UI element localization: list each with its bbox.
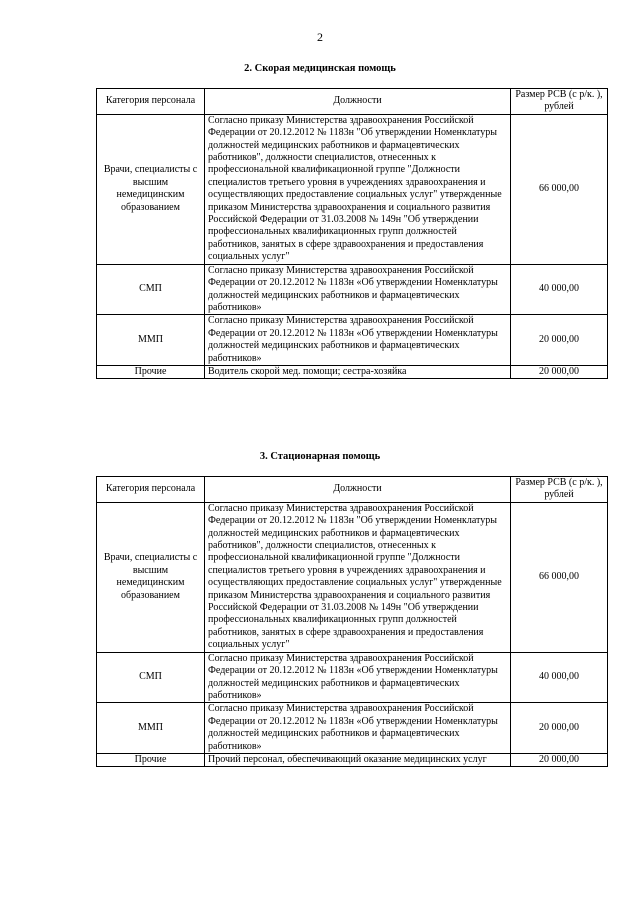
- table-row: [97, 114, 608, 264]
- row-positions: Согласно приказу Министерства здравоохранения Российской Федерации от 20.12.2012 № 1183н "Об утверждении Номенклатуры должностей медицинских работников и фармацевтических работников", должности специалистов, отнесенных к профессиональной квалификационной группе "Должности специалистов третьего уровня в учреждениях здравоохранения и осуществляющих предоставление социальных услуг" утвержденные приказом Министерства здравоохранения и социального развития Российской Федерации от 31.03.2008 № 149н "Об утверждении профессиональных квалификационных групп должностей работников, занятых в сфере здравоохранения и предоставления социальных услуг": [205, 114, 511, 264]
- row-category: СМП: [97, 652, 205, 703]
- table-row: [97, 502, 608, 652]
- row-positions: Согласно приказу Министерства здравоохранения Российской Федерации от 20.12.2012 № 1183н "Об утверждении Номенклатуры должностей медицинских работников и фармацевтических работников", должности специалистов, отнесенных к профессиональной квалификационной группе "Должности специалистов третьего уровня в учреждениях здравоохранения и осуществляющих предоставление социальных услуг" утвержденные приказом Министерства здравоохранения и социального развития Российской Федерации от 31.03.2008 № 149н "Об утверждении профессиональных квалификационных групп должностей работников, занятых в сфере здравоохранения и предоставления социальных услуг": [205, 502, 511, 652]
- header-positions: Должности: [205, 89, 511, 115]
- row-amount: 40 000,00: [511, 652, 608, 703]
- row-category: Прочие: [97, 753, 205, 766]
- row-category: Врачи, специалисты с высшим немедицинским образованием: [97, 114, 205, 264]
- page-number: 2: [317, 30, 323, 44]
- header-category: Категория персонала: [97, 477, 205, 503]
- table-row: [97, 264, 608, 315]
- table-row: [97, 365, 608, 378]
- header-amount: Размер РСВ (с р/к. ), рублей: [511, 89, 608, 115]
- row-positions: Согласно приказу Министерства здравоохранения Российской Федерации от 20.12.2012 № 1183н «Об утверждении Номенклатуры должностей медицинских работников и фармацевтических работников»: [205, 315, 511, 366]
- row-amount: 20 000,00: [511, 315, 608, 366]
- row-category: ММП: [97, 703, 205, 754]
- row-amount: 20 000,00: [511, 703, 608, 754]
- row-category: ММП: [97, 315, 205, 366]
- header-amount: Размер РСВ (с р/к. ), рублей: [511, 477, 608, 503]
- section-title-ambulance: 2. Скорая медицинская помощь: [244, 63, 396, 74]
- table-row: [97, 753, 608, 766]
- row-amount: 20 000,00: [511, 365, 608, 378]
- section-title-inpatient: 3. Стационарная помощь: [259, 451, 381, 462]
- table-header-row: [97, 477, 608, 503]
- row-positions: Водитель скорой мед. помощи; сестра-хозяйка: [205, 365, 511, 378]
- row-category: Врачи, специалисты с высшим немедицинским образованием: [97, 502, 205, 652]
- row-amount: 20 000,00: [511, 753, 608, 766]
- row-positions: Прочий персонал, обеспечивающий оказание медицинских услуг: [205, 753, 511, 766]
- row-positions: Согласно приказу Министерства здравоохранения Российской Федерации от 20.12.2012 № 1183н «Об утверждении Номенклатуры должностей медицинских работников и фармацевтических работников»: [205, 703, 511, 754]
- table-row: [97, 652, 608, 703]
- table-row: [97, 315, 608, 366]
- table-header-row: [97, 89, 608, 115]
- row-category: Прочие: [97, 365, 205, 378]
- row-positions: Согласно приказу Министерства здравоохранения Российской Федерации от 20.12.2012 № 1183н «Об утверждении Номенклатуры должностей медицинских работников и фармацевтических работников»: [205, 652, 511, 703]
- header-category: Категория персонала: [97, 89, 205, 115]
- row-amount: 66 000,00: [511, 502, 608, 652]
- row-amount: 40 000,00: [511, 264, 608, 315]
- table-ambulance: [96, 88, 608, 379]
- header-positions: Должности: [205, 477, 511, 503]
- table-row: [97, 703, 608, 754]
- row-amount: 66 000,00: [511, 114, 608, 264]
- row-category: СМП: [97, 264, 205, 315]
- row-positions: Согласно приказу Министерства здравоохранения Российской Федерации от 20.12.2012 № 1183н «Об утверждении Номенклатуры должностей медицинских работников и фармацевтических работников»: [205, 264, 511, 315]
- table-inpatient: [96, 476, 608, 767]
